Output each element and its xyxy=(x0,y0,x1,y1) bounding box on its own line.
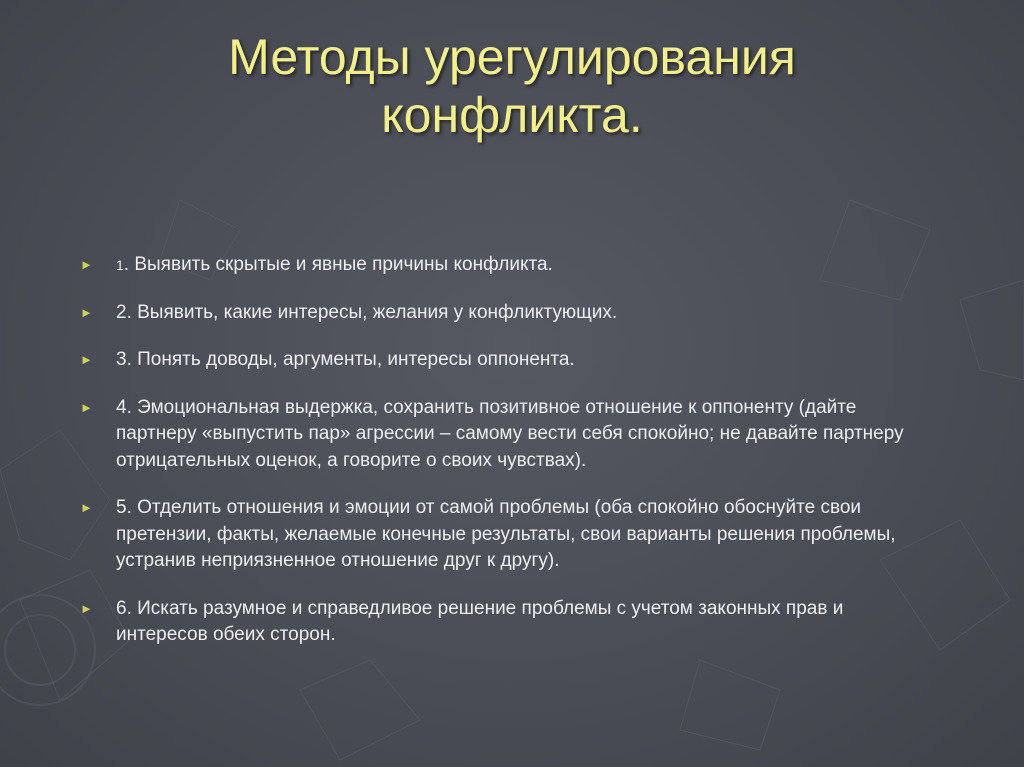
item-1-number: 1 xyxy=(116,257,124,273)
item-5-text: 5. Отделить отношения и эмоции от самой проблемы (оба спокойно обоснуйте свои претензии, факты, желаемые конечные результаты, свои варианты решения проблемы, устранив неприязненное отношение друг к другу). xyxy=(116,497,896,571)
list-item-6 xyxy=(80,596,930,649)
list-item-5 xyxy=(80,495,930,575)
methods-list xyxy=(80,252,930,670)
triangle-bullet-icon: ► xyxy=(80,399,93,415)
item-1-text: . Выявить скрытые и явные причины конфликта. xyxy=(123,254,553,275)
item-6-text: 6. Искать разумное и справедливое решение проблемы с учетом законных прав и интересов обеих сторон. xyxy=(116,597,844,645)
title-line-1: Методы урегулирования xyxy=(228,29,796,85)
triangle-bullet-icon: ► xyxy=(80,257,93,272)
item-4-text: 4. Эмоциональная выдержка, сохранить позитивное отношение к оппоненту (дайте партнеру «выпустить пар» агрессии – самому вести себя спокойно; не давайте партнеру отрицательных оценок, а говорите о своих чувствах). xyxy=(116,396,904,471)
triangle-bullet-icon: ► xyxy=(80,352,93,367)
list-item-4 xyxy=(80,395,930,475)
item-2-text: 2. Выявить, какие интересы, желания у конфликтующих. xyxy=(116,301,618,323)
triangle-bullet-icon: ► xyxy=(80,500,93,515)
list-item-2 xyxy=(80,300,930,327)
list-item-3 xyxy=(80,347,930,374)
list-item-1 xyxy=(80,252,930,279)
title-line-2: конфликта. xyxy=(381,87,643,143)
triangle-bullet-icon: ► xyxy=(80,304,93,320)
item-3-text: 3. Понять доводы, аргументы, интересы оппонента. xyxy=(116,349,575,370)
triangle-bullet-icon: ► xyxy=(80,600,93,616)
slide-title xyxy=(112,28,912,144)
